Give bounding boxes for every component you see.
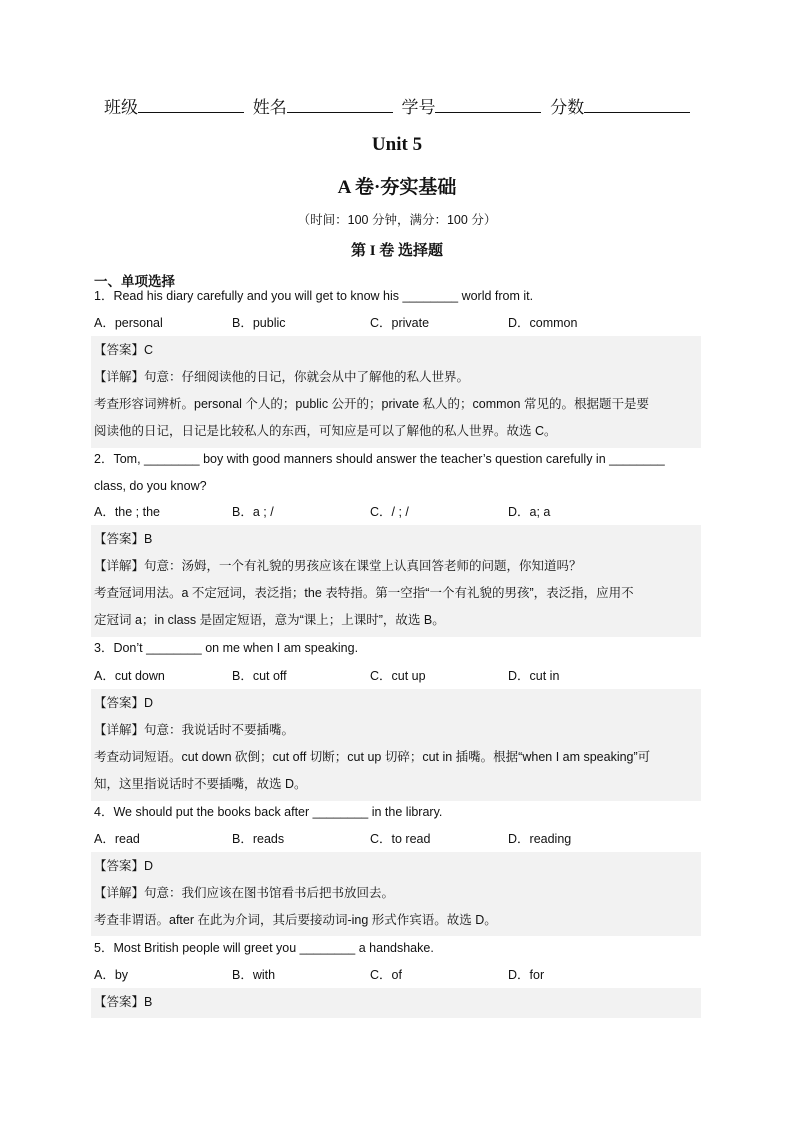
question-1-detail-3: 阅读他的日记，日记是比较私人的东西，可知应是可以了解他的私人世界。故选 C。 <box>94 424 557 438</box>
student-info-line <box>104 96 704 119</box>
question-3-option-d[interactable]: D．cut in <box>508 669 560 683</box>
question-2-detail-2: 考查冠词用法。a 不定冠词，表泛指；the 表特指。第一空指“一个有礼貌的男孩”，表泛指，应用不 <box>94 586 634 600</box>
question-5-option-d[interactable]: D．for <box>508 968 545 982</box>
question-2-option-c[interactable]: C．/ ; / <box>370 505 409 519</box>
question-3-option-b[interactable]: B．cut off <box>232 669 287 683</box>
question-5-option-b[interactable]: B．with <box>232 968 276 982</box>
question-1-detail-2: 考查形容词辨析。personal 个人的；public 公开的；private 私人的；common 常见的。根据题干是要 <box>94 397 649 411</box>
question-4-detail-2: 考查非谓语。after 在此为介词，其后要接动词-ing 形式作宾语。故选 D。 <box>94 913 497 927</box>
question-4-detail-1: 【详解】句意：我们应该在图书馆看书后把书放回去。 <box>94 886 395 900</box>
question-3-detail-2: 考查动词短语。cut down 砍倒；cut off 切断；cut up 切碎；cut in 插嘴。根据“when I am speaking”可 <box>94 750 651 764</box>
question-1-detail-1: 【详解】句意：仔细阅读他的日记，你就会从中了解他的私人世界。 <box>94 370 470 384</box>
question-3-answer-box <box>91 689 701 801</box>
question-1-option-c[interactable]: C．private <box>370 316 430 330</box>
question-5-answer: 【答案】B <box>94 995 153 1009</box>
class-blank[interactable] <box>138 96 244 113</box>
question-2-detail-1: 【详解】句意：汤姆，一个有礼貌的男孩应该在课堂上认真回答老师的问题，你知道吗？ <box>94 559 582 573</box>
question-1-answer-box <box>91 336 701 448</box>
question-4-answer-box <box>91 852 701 936</box>
question-2-detail-3: 定冠词 a；in class 是固定短语，意为“课上；上课时”，故选 B。 <box>94 613 445 627</box>
question-4-option-d[interactable]: D．reading <box>508 832 572 846</box>
question-4-stem: 4．We should put the books back after ________ in the library. <box>94 805 443 819</box>
question-1-answer: 【答案】C <box>94 343 154 357</box>
student-id-label: 学号 <box>401 98 436 117</box>
question-5-stem: 5．Most British people will greet you ________ a handshake. <box>94 941 434 955</box>
question-4-option-b[interactable]: B．reads <box>232 832 285 846</box>
name-blank[interactable] <box>287 96 393 113</box>
question-1-stem: 1．Read his diary carefully and you will get to know his ________ world from it. <box>94 289 534 303</box>
question-2-answer: 【答案】B <box>94 532 153 546</box>
question-2-stem: 2．Tom, ________ boy with good manners should answer the teacher’s question carefully in ________ <box>94 452 665 466</box>
question-3-detail-3: 知，这里指说话时不要插嘴，故选 D。 <box>94 777 307 791</box>
score-label: 分数 <box>550 98 585 117</box>
paper-title: A 卷·夯实基础 <box>337 177 457 198</box>
question-2-stem-continued: class, do you know? <box>94 479 207 493</box>
question-3-option-a[interactable]: A．cut down <box>94 669 165 683</box>
question-2-option-a[interactable]: A．the ; the <box>94 505 161 519</box>
question-3-stem: 3．Don’t ________ on me when I am speaking. <box>94 641 359 655</box>
question-3-detail-1: 【详解】句意：我说话时不要插嘴。 <box>94 723 295 737</box>
question-1-option-a[interactable]: A．personal <box>94 316 163 330</box>
question-5-answer-box <box>91 988 701 1018</box>
name-label: 姓名 <box>252 98 287 117</box>
question-5-option-a[interactable]: A．by <box>94 968 129 982</box>
question-4-option-a[interactable]: A．read <box>94 832 140 846</box>
score-blank[interactable] <box>584 96 690 113</box>
time-note: （时间：100 分钟，满分：100 分） <box>297 213 497 227</box>
question-3-answer: 【答案】D <box>94 696 154 710</box>
question-1-option-d[interactable]: D．common <box>508 316 578 330</box>
class-label: 班级 <box>104 98 138 117</box>
question-4-answer: 【答案】D <box>94 859 154 873</box>
unit-title: Unit 5 <box>371 134 423 155</box>
student-id-blank[interactable] <box>435 96 541 113</box>
section-title: 一、单项选择 <box>94 274 175 289</box>
question-2-option-b[interactable]: B．a ; / <box>232 505 274 519</box>
question-5-option-c[interactable]: C．of <box>370 968 402 982</box>
question-2-answer-box <box>91 525 701 637</box>
volume-title: 第 I 卷 选择题 <box>350 243 444 259</box>
question-2-option-d[interactable]: D．a; a <box>508 505 551 519</box>
question-1-option-b[interactable]: B．public <box>232 316 286 330</box>
question-3-option-c[interactable]: C．cut up <box>370 669 426 683</box>
question-4-option-c[interactable]: C．to read <box>370 832 431 846</box>
